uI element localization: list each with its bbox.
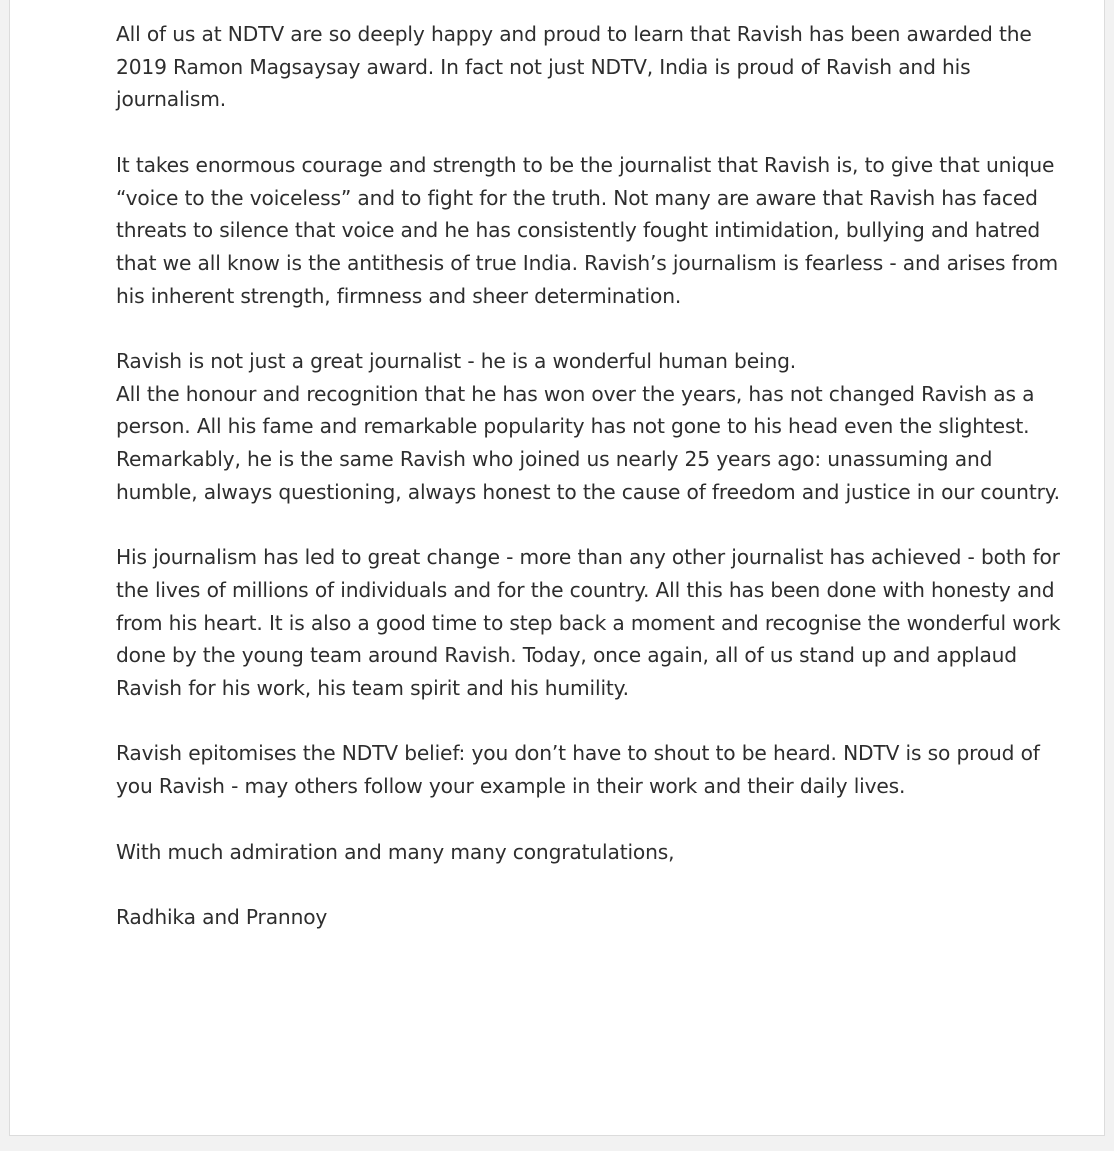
paragraph-award-announcement: All of us at NDTV are so deeply happy and proud to learn that Ravish has been awarded the 2019 Ramon Magsaysay award. In fact not just NDTV, India is proud of Ravish and his journalism.: [116, 22, 1032, 112]
letter-body: [116, 18, 1076, 934]
paragraph-ndtv-belief: Ravish epitomises the NDTV belief: you don’t have to shout to be heard. NDTV is so proud of you Ravish - may others follow your example in their work and their daily lives.: [116, 741, 1040, 799]
paragraph-human-being: Ravish is not just a great journalist - he is a wonderful human being.: [116, 349, 797, 373]
signature: Radhika and Prannoy: [116, 904, 328, 929]
paragraph-courage: It takes enormous courage and strength to be the journalist that Ravish is, to give that unique “voice to the voiceless” and to fight for the truth. Not many are aware that Ravish has faced threats to silence that voice and he has consistently fought intimidation, bullying and hatred that we all know is the antithesis of true India. Ravish’s journalism is fearless - and arises from his inherent strength, firmness and sheer determination.: [116, 152, 1059, 308]
letter-sheet: [9, 0, 1105, 1136]
paragraph-closing: With much admiration and many many congratulations,: [116, 839, 675, 864]
paragraph-honour: All the honour and recognition that he has won over the years, has not changed Ravish as a person. All his fame and remarkable popularity has not gone to his head even the slightest. Remarkably, he is the same Ravish who joined us nearly 25 years ago: unassuming and humble, always questioning, always honest to the cause of freedom and justice in our country.: [116, 381, 1060, 504]
paragraph-great-change: His journalism has led to great change - more than any other journalist has achieved - both for the lives of millions of individuals and for the country. All this has been done with honesty and from his heart. It is also a good time to step back a moment and recognise the wonderful work done by the young team around Ravish. Today, once again, all of us stand up and applaud Ravish for his work, his team spirit and his humility.: [116, 545, 1061, 701]
